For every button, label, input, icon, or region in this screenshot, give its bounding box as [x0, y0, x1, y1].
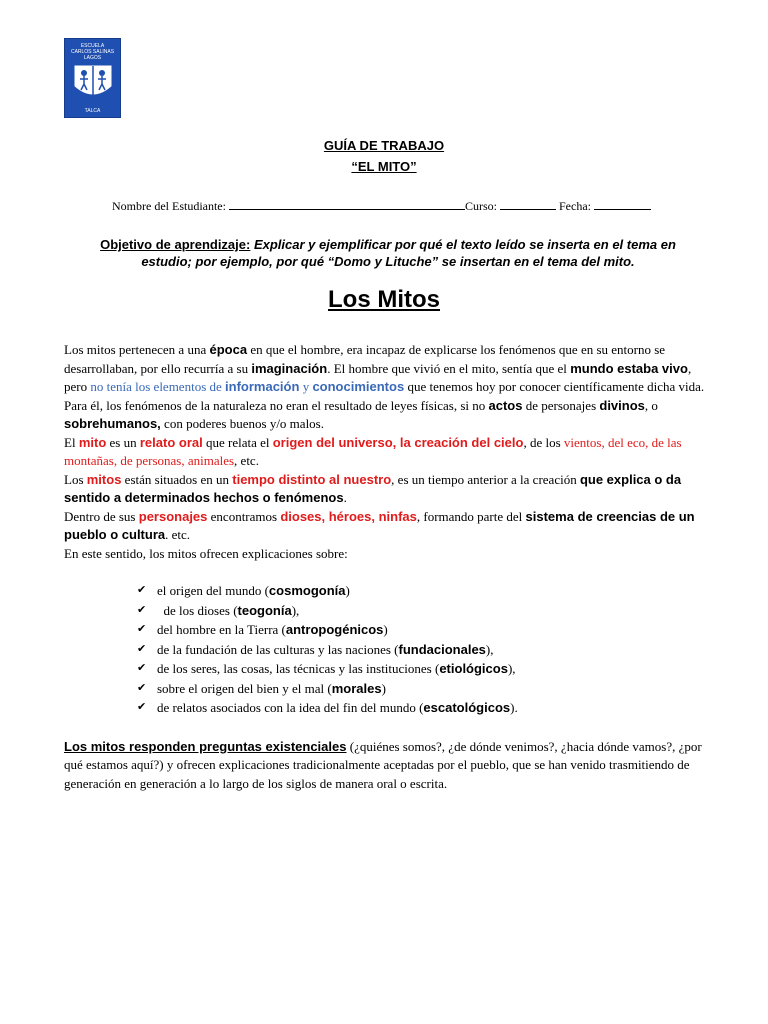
- learning-objective: [78, 236, 698, 270]
- checkmark-icon: ✔: [137, 603, 147, 616]
- explanations-list: [64, 581, 714, 718]
- date-field[interactable]: [594, 199, 651, 210]
- bold-term: que explica o da sentido a determinados hechos o fenómenos: [64, 471, 682, 505]
- text-span: ),: [291, 602, 300, 618]
- text-span: Dentro de sus: [64, 508, 139, 524]
- checkmark-icon: ✔: [137, 642, 147, 655]
- bold-term: divinos: [599, 397, 645, 413]
- bold-term: cosmogonía: [268, 583, 346, 598]
- list-item: [137, 698, 714, 718]
- course-label: Curso:: [464, 199, 497, 213]
- school-emblem-icon: [71, 62, 115, 102]
- checkmark-icon: ✔: [137, 623, 147, 635]
- course-field[interactable]: [500, 199, 556, 210]
- student-name-field[interactable]: [229, 199, 465, 210]
- text-span: de personajes: [522, 397, 600, 413]
- red-bold-term: relato oral: [139, 434, 203, 450]
- paragraph-time: [64, 471, 714, 508]
- bold-term: teogonía: [237, 602, 292, 618]
- logo-text-line1: ESCUELA: [80, 43, 105, 49]
- text-span: ): [383, 622, 388, 637]
- student-name-label: Nombre del Estudiante:: [112, 199, 226, 213]
- bold-term: época: [209, 342, 248, 357]
- text-span: . El hombre que vivió en el mito, sentía que el: [327, 360, 571, 376]
- section-heading: Los Mitos: [328, 286, 440, 313]
- bold-term: etiológicos: [439, 661, 508, 676]
- list-item: [137, 679, 714, 699]
- text-span: , etc.: [234, 453, 259, 468]
- paragraph-characters: [64, 508, 714, 545]
- school-logo: [64, 38, 121, 118]
- student-info-fields: [112, 199, 651, 214]
- document-body: [64, 341, 714, 793]
- text-span: ): [345, 583, 350, 598]
- text-span: que tenemos hoy por conocer científicamente dicha vida. Para él, los fenómenos de la naturaleza no eran el resultado de leyes físicas, si no: [64, 379, 705, 413]
- text-span: ).: [510, 700, 518, 715]
- logo-text-line2: CARLOS SALINAS: [70, 49, 115, 55]
- red-bold-term: , la creación del cielo: [392, 434, 524, 450]
- text-span: , pero: [64, 360, 692, 394]
- worksheet-title: GUÍA DE TRABAJO: [323, 138, 445, 153]
- text-span: del hombre en la Tierra (: [157, 622, 286, 637]
- list-item: [137, 659, 714, 679]
- text-span: es un: [106, 434, 140, 450]
- list-item: [137, 601, 714, 621]
- text-span: de relatos asociados con la idea del fin del mundo (: [157, 700, 424, 715]
- text-span: el origen del mundo (: [157, 583, 269, 598]
- bold-term: imaginación: [251, 360, 328, 376]
- red-bold-term: tiempo distinto al nuestro: [232, 471, 392, 487]
- text-span: El: [64, 434, 79, 450]
- red-bold-term: mitos: [86, 471, 122, 487]
- list-item: [137, 640, 714, 660]
- objective-label: Objetivo de aprendizaje:: [100, 237, 251, 252]
- date-label: Fecha:: [559, 199, 591, 213]
- text-span: de la fundación de las culturas y las naciones (: [157, 641, 399, 657]
- red-bold-term: personajes: [138, 508, 208, 524]
- text-span: de los seres, las cosas, las técnicas y las instituciones (: [157, 661, 440, 676]
- text-span: están situados en un: [121, 471, 233, 487]
- checkmark-icon: ✔: [137, 584, 147, 596]
- paragraph-existential: [64, 738, 714, 794]
- text-span: sobre el origen del bien y el mal (: [157, 680, 332, 696]
- bold-term: sistema de creencias de un pueblo o cultura: [64, 508, 695, 542]
- logo-text-line3: LAGOS: [83, 55, 102, 61]
- bold-term: antropogénicos: [285, 622, 384, 637]
- text-span: en que el hombre, era incapaz de explicarse los fenómenos que en su entorno se desarrollaban, por ello recurría a su: [64, 342, 666, 376]
- checkmark-icon: ✔: [137, 701, 147, 713]
- red-bold-term: dioses, héroes, ninfas: [280, 508, 417, 524]
- red-bold-term: origen del universo: [272, 434, 393, 450]
- list-item: [137, 620, 714, 640]
- text-span: que relata el: [202, 434, 273, 450]
- blue-text: y: [299, 379, 313, 394]
- bold-term: mundo estaba vivo: [570, 360, 688, 376]
- blue-bold-term: información: [225, 379, 300, 394]
- worksheet-subtitle: “EL MITO”: [351, 159, 417, 174]
- logo-town-label: TALCA: [84, 108, 101, 114]
- text-span: ): [381, 680, 386, 696]
- text-span: de los dioses (: [157, 602, 238, 618]
- bold-term: sobrehumanos,: [64, 416, 161, 431]
- checkmark-icon: ✔: [137, 681, 147, 694]
- bold-term: fundacionales: [398, 641, 486, 657]
- text-span: Los: [64, 471, 87, 487]
- text-span: , o: [644, 397, 658, 413]
- bold-term: morales: [331, 680, 382, 696]
- paragraph-intro: [64, 341, 714, 434]
- text-span: encontramos: [207, 508, 281, 524]
- bold-underlined-term: Los mitos responden preguntas existenciales: [64, 738, 347, 754]
- red-text: vientos, del eco, de las montañas, de personas, animales: [64, 434, 682, 468]
- text-span: . etc.: [165, 527, 191, 542]
- blue-bold-term: conocimientos: [312, 379, 405, 394]
- paragraph-definition: [64, 434, 714, 471]
- text-span: Los mitos pertenecen a una: [64, 342, 210, 357]
- text-span: , es un tiempo anterior a la creación: [391, 471, 580, 487]
- text-span: .: [343, 490, 347, 505]
- list-item: [137, 581, 714, 601]
- bold-term: actos: [488, 397, 523, 413]
- text-span: , de los: [523, 434, 564, 450]
- red-bold-term: mito: [78, 434, 107, 450]
- text-span: , formando parte del: [416, 508, 526, 524]
- checkmark-icon: ✔: [137, 662, 147, 674]
- objective-text: Explicar y ejemplificar por qué el texto leído se inserta en el tema en estudio; por ejemplo, por qué “Domo y Lituche” se insertan en el tema del mito.: [141, 237, 676, 269]
- text-span: ),: [485, 641, 494, 657]
- text-span: ),: [507, 661, 516, 676]
- text-span: con poderes buenos y/o malos.: [160, 416, 324, 431]
- bold-term: escatológicos: [423, 700, 511, 715]
- blue-text: no tenía los elementos de: [90, 379, 226, 394]
- text-span: (¿quiénes somos?, ¿de dónde venimos?, ¿hacia dónde vamos?, ¿por qué estamos aquí?) y ofrecen explicaciones tradicionalmente aceptadas por el pueblo, que se han venido trasmitiendo de generación en generación a lo largo de los siglos de manera oral o escrita.: [64, 738, 702, 791]
- paragraph-explanations: En este sentido, los mitos ofrecen explicaciones sobre:: [64, 545, 348, 561]
